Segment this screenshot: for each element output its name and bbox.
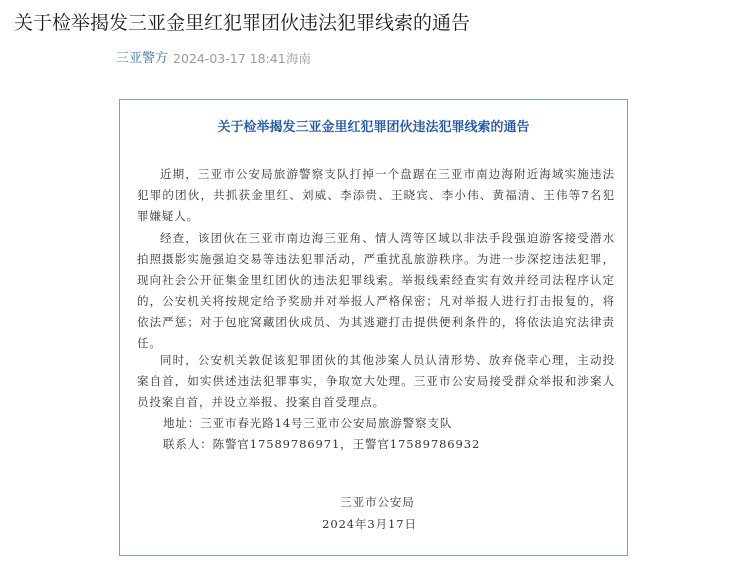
notice-title: 关于检举揭发三亚金里红犯罪团伙违法犯罪线索的通告 <box>217 120 530 135</box>
issue-date: 2024年3月17日 <box>322 517 417 531</box>
article-title: 关于检举揭发三亚金里红犯罪团伙违法犯罪线索的通告 <box>14 12 471 34</box>
notice-paragraph: 同时，公安机关敦促该犯罪团伙的其他涉案人员认清形势、放弃侥幸心理，主动投案自首，如实供述违法犯罪事实，争取宽大处理。三亚市公安局接受群众举报和涉案人员投案自首，并设立举报、投案自首受理点。 <box>137 353 615 409</box>
notice-contacts: 联系人：陈警官17589786971，王警官17589786932 <box>163 437 481 451</box>
notice-address: 地址：三亚市春光路14号三亚市公安局旅游警察支队 <box>163 416 453 430</box>
source-account-link[interactable]: 三亚警方 <box>116 51 169 66</box>
publish-region: 海南 <box>286 51 312 66</box>
issuing-organization: 三亚市公安局 <box>340 495 415 509</box>
notice-paragraph: 近期，三亚市公安局旅游警察支队打掉一个盘踞在三亚市南边海附近海域实施违法犯罪的团伙，共抓获金里红、刘威、李添贵、王晓宾、李小伟、黄福清、王伟等7名犯罪嫌疑人。 <box>137 167 615 223</box>
publish-time: 2024-03-17 18:41 <box>173 51 286 66</box>
notice-paragraph: 经查，该团伙在三亚市南边海三亚角、情人湾等区域以非法手段强迫游客接受潜水拍照摄影实施强迫交易等违法犯罪活动，严重扰乱旅游秩序。为进一步深挖违法犯罪，现向社会公开征集金里红团伙的违法犯罪线索。举报线索经查实有效并经司法程序认定的，公安机关将按规定给予奖励并对举报人严格保密；凡对举报人进行打击报复的，将依法严惩；对于包庇窝藏团伙成员、为其逃避打击提供便利条件的，将依法追究法律责任。 <box>137 231 615 350</box>
notice-box <box>119 99 628 556</box>
